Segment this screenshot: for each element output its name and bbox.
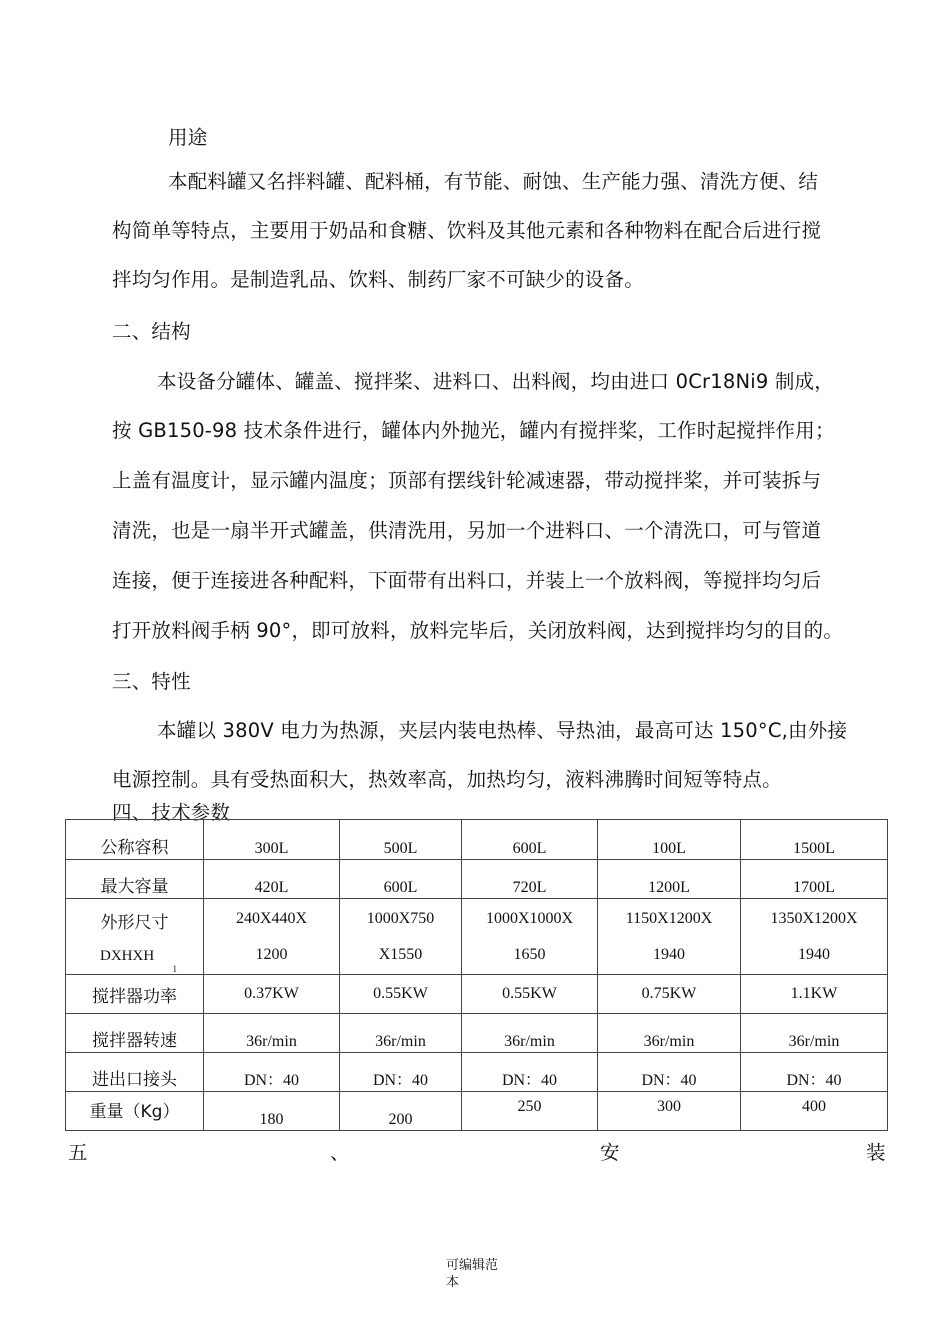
usage-heading: 用途: [168, 126, 208, 149]
row-label: 重量（Kg）: [66, 1092, 204, 1131]
structure-line-5: 连接，便于连接进各种配料，下面带有出料口，并装上一个放料阀，等搅拌均匀后: [112, 569, 822, 592]
table-cell: 400: [741, 1092, 888, 1131]
table-cell: 1350X1200X 1940: [741, 899, 888, 975]
install-char-2: 、: [330, 1141, 350, 1164]
usage-line-1: 本配料罐又名拌料罐、配料桶，有节能、耐蚀、生产能力强、清洗方便、结: [168, 170, 819, 193]
table-cell: 36r/min: [598, 1014, 741, 1053]
structure-line-4: 清洗，也是一扇半开式罐盖，供清洗用，另加一个进料口、一个清洗口，可与管道: [112, 519, 822, 542]
table-cell: 1500L: [741, 820, 888, 860]
structure-heading: 二、结构: [112, 320, 191, 343]
features-heading: 三、特性: [112, 670, 191, 693]
structure-line-2: 按 GB150-98 技术条件进行，罐体内外抛光，罐内有搅拌桨，工作时起搅拌作用；: [112, 419, 835, 442]
table-cell: 1000X1000X 1650: [462, 899, 598, 975]
row-label-line-1: 外形尺寸: [100, 913, 169, 933]
table-cell: 36r/min: [340, 1014, 462, 1053]
table-row: [66, 1053, 888, 1092]
table-cell: 300L: [204, 820, 340, 860]
footer-line-2: 本: [446, 1275, 460, 1290]
install-char-4: 装: [866, 1141, 886, 1164]
table-cell: 1.1KW: [741, 975, 888, 1014]
table-cell: 500L: [340, 820, 462, 860]
row-label-line-2: DXHXH: [100, 948, 155, 964]
structure-line-1: 本设备分罐体、罐盖、搅拌桨、进料口、出料阀，均由进口 0Cr18Ni9 制成，: [157, 370, 834, 393]
table-cell: 720L: [462, 860, 598, 899]
table-cell: 600L: [462, 820, 598, 860]
row-label: 搅拌器转速: [66, 1014, 204, 1053]
table-cell: 420L: [204, 860, 340, 899]
usage-line-3: 拌均匀作用。是制造乳品、饮料、制药厂家不可缺少的设备。: [112, 268, 644, 291]
table-cell: DN：40: [741, 1053, 888, 1092]
table-cell: 250: [462, 1092, 598, 1131]
features-line-2: 电源控制。具有受热面积大，热效率高，加热均匀，液料沸腾时间短等特点。: [112, 768, 782, 791]
table-cell: 36r/min: [741, 1014, 888, 1053]
table-row: [66, 1092, 888, 1131]
table-cell: 0.55KW: [462, 975, 598, 1014]
table-cell: 200: [340, 1092, 462, 1131]
table-cell: 100L: [598, 820, 741, 860]
table-cell: 1150X1200X 1940: [598, 899, 741, 975]
table-cell: DN：40: [204, 1053, 340, 1092]
table-row: [66, 860, 888, 899]
table-cell: 0.55KW: [340, 975, 462, 1014]
table-cell: 1200L: [598, 860, 741, 899]
table-cell: DN：40: [340, 1053, 462, 1092]
table-cell: 1000X750 X1550: [340, 899, 462, 975]
params-heading: 四、技术参数: [112, 801, 231, 824]
table-cell: DN：40: [598, 1053, 741, 1092]
table-cell: 36r/min: [462, 1014, 598, 1053]
table-cell: 0.37KW: [204, 975, 340, 1014]
usage-line-2: 构简单等特点，主要用于奶品和食糖、饮料及其他元素和各种物料在配合后进行搅: [112, 219, 822, 242]
table-row: [66, 899, 888, 975]
spec-table: [65, 819, 888, 1131]
features-line-1: 本罐以 380V 电力为热源，夹层内装电热棒、导热油，最高可达 150°C,由外接: [157, 719, 848, 742]
footnote-mark: 1: [172, 964, 177, 974]
row-label: 公称容积: [66, 820, 204, 860]
structure-line-6: 打开放料阀手柄 90°，即可放料，放料完毕后，关闭放料阀，达到搅拌均匀的目的。: [112, 619, 844, 642]
table-cell: 180: [204, 1092, 340, 1131]
table-row: [66, 820, 888, 860]
table-row: [66, 975, 888, 1014]
install-char-3: 安: [600, 1141, 620, 1164]
table-cell: 600L: [340, 860, 462, 899]
structure-line-3: 上盖有温度计，显示罐内温度；顶部有摆线针轮减速器，带动搅拌桨，并可装拆与: [112, 469, 822, 492]
row-label: 进出口接头: [66, 1053, 204, 1092]
table-cell: 0.75KW: [598, 975, 741, 1014]
row-label: 最大容量: [66, 860, 204, 899]
table-cell: 1700L: [741, 860, 888, 899]
install-char-1: 五: [68, 1141, 88, 1164]
footer-line-1: 可编辑范: [446, 1258, 499, 1273]
row-label: 搅拌器功率: [66, 975, 204, 1014]
table-cell: 240X440X 1200: [204, 899, 340, 975]
row-label: [66, 899, 204, 975]
table-cell: 36r/min: [204, 1014, 340, 1053]
table-cell: DN：40: [462, 1053, 598, 1092]
table-cell: 300: [598, 1092, 741, 1131]
table-row: [66, 1014, 888, 1053]
